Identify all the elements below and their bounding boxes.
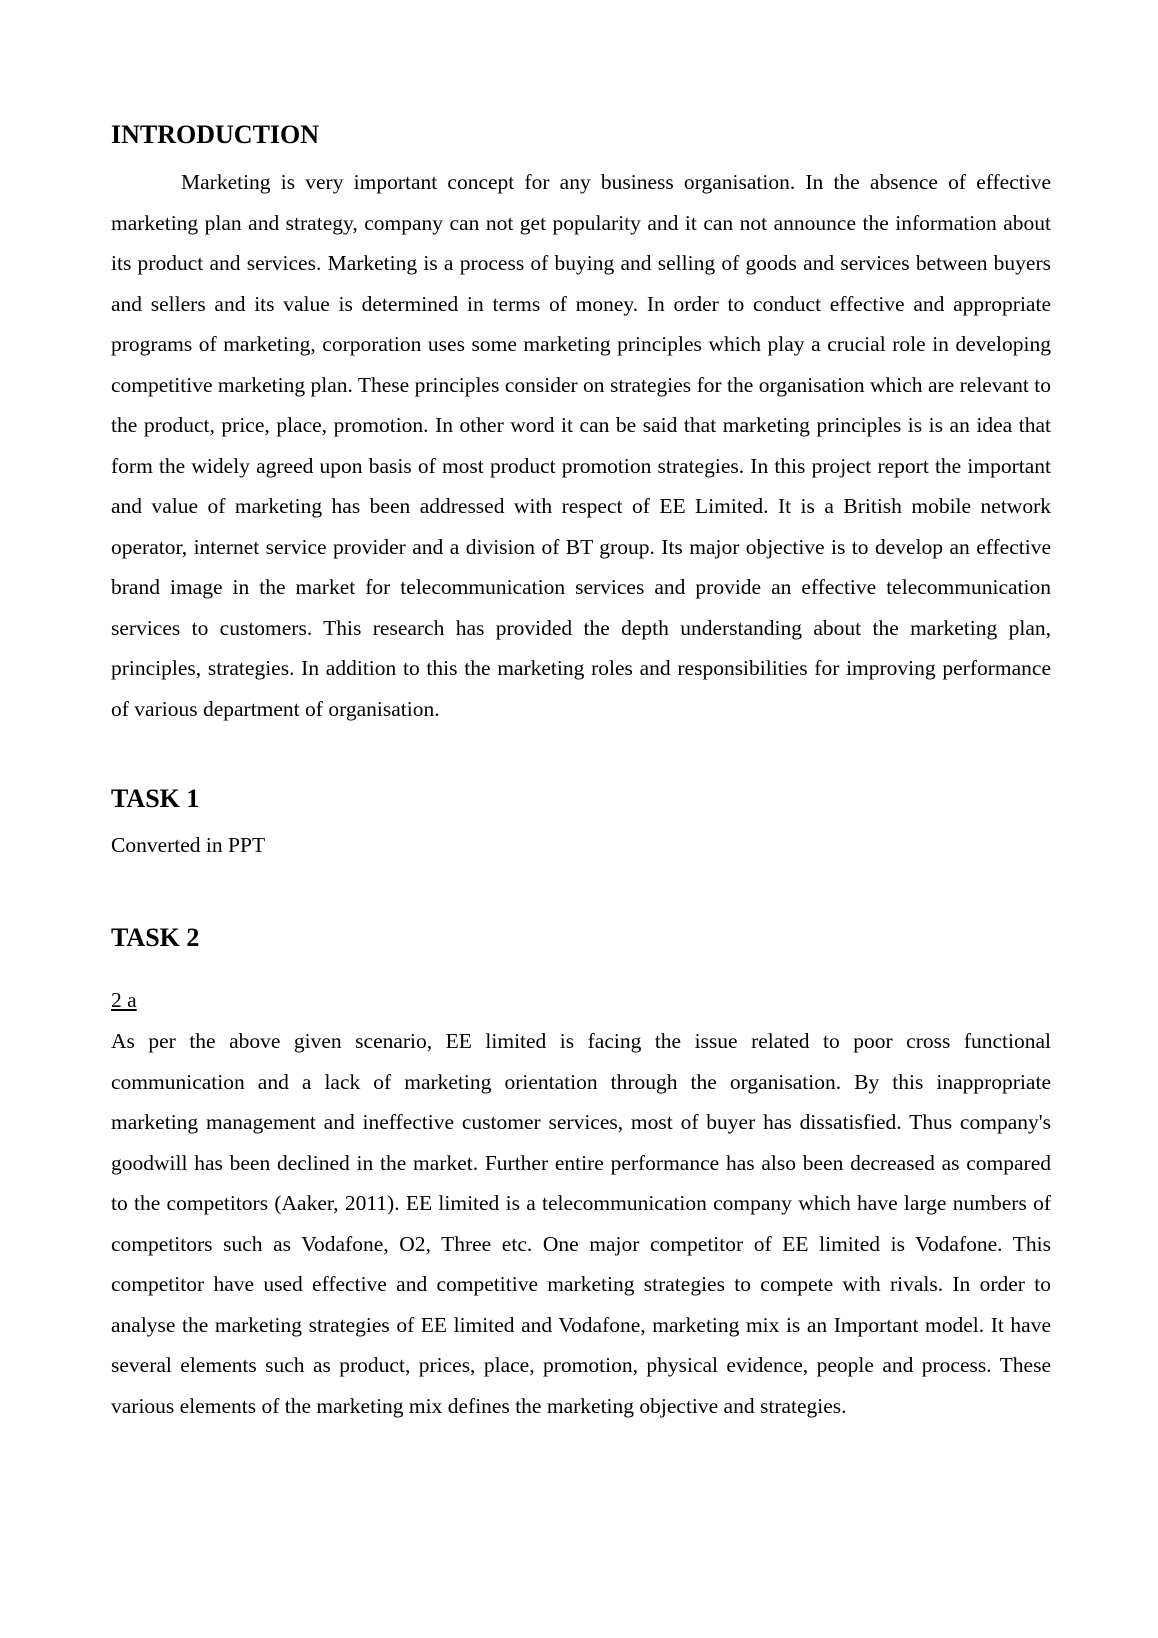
task1-text: Converted in PPT xyxy=(111,833,266,857)
task2-heading: TASK 2 xyxy=(111,923,200,952)
task2-paragraph: As per the above given scenario, EE limited is facing the issue related to poor cross functional communication and a lack of marketing orientation through the organisation. By this inappropriate marketing management and ineffective customer services, most of buyer has dissatisfied. Thus company's goodwill has been declined in the market. Further entire performance has also been decreased as compared to the competitors (Aaker, 2011). EE limited is a telecommunication company which have large numbers of competitors such as Vodafone, O2, Three etc. One major competitor of EE limited is Vodafone. This competitor have used effective and competitive marketing strategies to compete with rivals. In order to analyse the marketing strategies of EE limited and Vodafone, marketing mix is an Important model. It have several elements such as product, prices, place, promotion, physical evidence, people and process. These various elements of the marketing mix defines the marketing objective and strategies. xyxy=(111,1029,1051,1418)
task2-subheading: 2 a xyxy=(111,988,137,1012)
task1-heading: TASK 1 xyxy=(111,784,200,813)
introduction-heading: INTRODUCTION xyxy=(111,120,320,149)
introduction-paragraph: Marketing is very important concept for any business organisation. In the absence of effective marketing plan and strategy, company can not get popularity and it can not announce the information about its product and services. Marketing is a process of buying and selling of goods and services between buyers and sellers and its value is determined in terms of money. In order to conduct effective and appropriate programs of marketing, corporation uses some marketing principles which play a crucial role in developing competitive marketing plan. These principles consider on strategies for the organisation which are relevant to the product, price, place, promotion. In other word it can be said that marketing principles is is an idea that form the widely agreed upon basis of most product promotion strategies. In this project report the important and value of marketing has been addressed with respect of EE Limited. It is a British mobile network operator, internet service provider and a division of BT group. Its major objective is to develop an effective brand image in the market for telecommunication services and provide an effective telecommunication services to customers. This research has provided the depth understanding about the marketing plan, principles, strategies. In addition to this the marketing roles and responsibilities for improving performance of various department of organisation. xyxy=(111,170,1051,721)
